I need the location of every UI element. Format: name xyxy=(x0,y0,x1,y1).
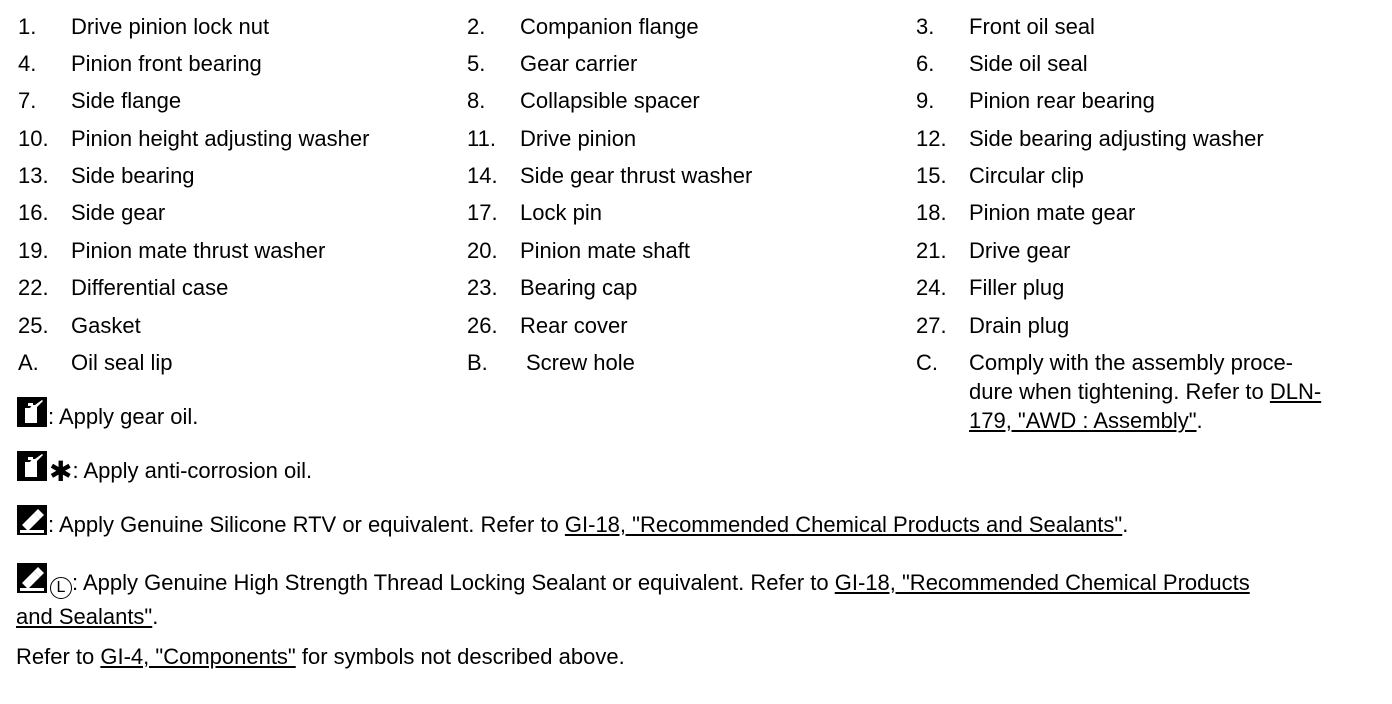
item-label: Gear carrier xyxy=(520,51,638,76)
item-label: Side bearing adjusting washer xyxy=(969,126,1264,151)
legend-row xyxy=(18,159,1378,196)
note-text: Refer to xyxy=(16,644,101,669)
note-silicone-rtv: : Apply Genuine Silicone RTV or equivalent. Refer to GI-18, "Recommended Chemical Products and Sealants". xyxy=(16,504,1366,542)
item-label: Rear cover xyxy=(520,313,628,338)
note-text: : Apply Genuine Silicone RTV or equivalent. Refer to xyxy=(48,512,565,537)
legend-row xyxy=(18,122,1378,159)
legend-row xyxy=(18,47,1378,84)
item-number: 22. xyxy=(18,275,49,300)
item-label: Collapsible spacer xyxy=(520,88,700,113)
item-label: Drive gear xyxy=(969,238,1071,263)
note-refer-components xyxy=(16,640,1366,674)
item-number: 26. xyxy=(467,313,498,338)
oil-can-icon xyxy=(16,396,48,428)
item-number: 20. xyxy=(467,238,498,263)
item-letter: A. xyxy=(18,350,39,375)
item-number: 10. xyxy=(18,126,49,151)
item-label: Differential case xyxy=(71,275,229,300)
item-number: 25. xyxy=(18,313,49,338)
components-reference-link[interactable]: GI-4, "Components" xyxy=(100,644,296,669)
note-text: for symbols not described above. xyxy=(295,644,625,669)
item-number: 1. xyxy=(18,14,37,39)
item-label: Pinion height adjusting washer xyxy=(71,126,370,151)
item-label: Pinion mate gear xyxy=(969,200,1136,225)
item-label: Drain plug xyxy=(969,313,1070,338)
item-label: Drive pinion xyxy=(520,126,637,151)
legend-row xyxy=(18,309,1378,346)
chemical-products-reference-link[interactable]: GI-18, "Recommended Chemical Products and Sealants" xyxy=(16,570,1250,629)
item-number: 6. xyxy=(916,51,935,76)
item-label: Filler plug xyxy=(969,275,1065,300)
item-number: 13. xyxy=(18,163,49,188)
circled-letter-l-icon: L xyxy=(50,577,72,599)
item-number: 12. xyxy=(916,126,947,151)
legend-row xyxy=(18,271,1378,308)
item-label: Bearing cap xyxy=(520,275,638,300)
item-number: 23. xyxy=(467,275,498,300)
item-label: Pinion mate shaft xyxy=(520,238,690,263)
note-text: : Apply anti-corrosion oil. xyxy=(72,458,313,483)
item-number: 3. xyxy=(916,14,935,39)
item-label: Front oil seal xyxy=(969,14,1095,39)
item-number: 27. xyxy=(916,313,947,338)
item-label: Side oil seal xyxy=(969,51,1088,76)
item-label: Side gear xyxy=(71,200,166,225)
item-number: 11. xyxy=(467,126,496,151)
sealant-tube-icon xyxy=(16,504,48,536)
item-label: Lock pin xyxy=(520,200,602,225)
item-label: Pinion rear bearing xyxy=(969,88,1155,113)
item-label: Screw hole xyxy=(526,350,635,375)
item-number: 8. xyxy=(467,88,486,113)
item-label-procedure: Comply with the assembly proce- dure when tightening. Refer to DLN- 179, "AWD : Assembly". xyxy=(969,350,1322,433)
item-number: 14. xyxy=(467,163,498,188)
asterisk-icon: ✱ xyxy=(49,456,73,487)
item-number: 9. xyxy=(916,88,935,113)
item-number: 16. xyxy=(18,200,49,225)
item-number: 15. xyxy=(916,163,947,188)
oil-can-icon xyxy=(16,450,48,482)
note-anti-corrosion xyxy=(16,450,1366,489)
item-number: 4. xyxy=(18,51,37,76)
item-number: 24. xyxy=(916,275,947,300)
item-label: Side flange xyxy=(71,88,182,113)
item-number: 2. xyxy=(467,14,486,39)
item-number: 5. xyxy=(467,51,486,76)
item-label: Circular clip xyxy=(969,163,1084,188)
procedure-line2: dure when tightening. Refer to xyxy=(969,379,1270,404)
item-number: 17. xyxy=(467,200,498,225)
item-label: Side gear thrust washer xyxy=(520,163,753,188)
item-letter: C. xyxy=(916,350,938,375)
item-label: Pinion mate thrust washer xyxy=(71,238,326,263)
chemical-products-reference-link[interactable]: GI-18, "Recommended Chemical Products and Sealants" xyxy=(564,512,1123,537)
note-text: : Apply Genuine High Strength Thread Locking Sealant or equivalent. Refer to xyxy=(72,570,835,595)
note-gear-oil xyxy=(16,396,1366,434)
assembly-reference-link[interactable]: DLN- 179, "AWD : Assembly" xyxy=(969,379,1322,433)
item-label: Pinion front bearing xyxy=(71,51,262,76)
item-number: 21. xyxy=(916,238,947,263)
item-label: Companion flange xyxy=(520,14,699,39)
legend-row xyxy=(18,10,1378,47)
sealant-tube-icon xyxy=(16,562,48,594)
item-number: 7. xyxy=(18,88,37,113)
procedure-line1: Comply with the assembly proce- xyxy=(969,350,1294,375)
item-label: Drive pinion lock nut xyxy=(71,14,270,39)
legend-row xyxy=(18,196,1378,233)
item-number: 18. xyxy=(916,200,947,225)
legend-row xyxy=(18,84,1378,121)
legend-row xyxy=(18,234,1378,271)
item-letter: B. xyxy=(467,350,488,375)
note-text: : Apply gear oil. xyxy=(48,404,199,429)
item-label: Gasket xyxy=(71,313,141,338)
item-number: 19. xyxy=(18,238,49,263)
item-label: Oil seal lip xyxy=(71,350,173,375)
item-label: Side bearing xyxy=(71,163,195,188)
note-thread-locking: L : Apply Genuine High Strength Thread Locking Sealant or equivalent. Refer to GI-18, "Recommended Chemical Products and Sealants". xyxy=(16,562,1366,634)
